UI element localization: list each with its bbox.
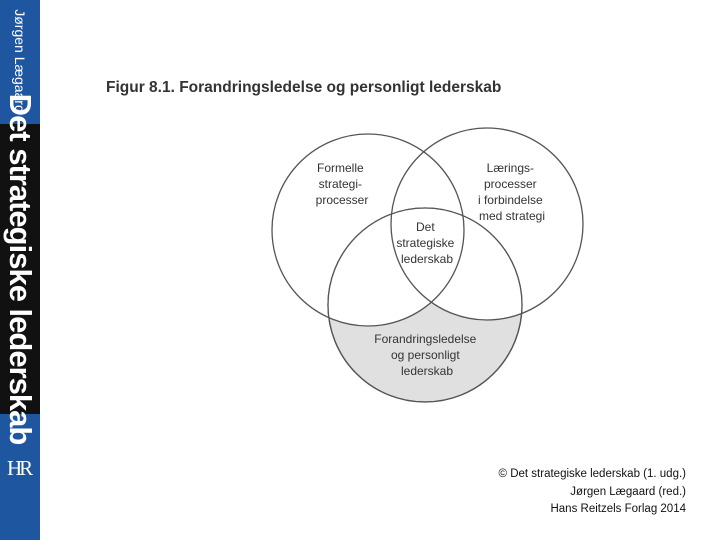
book-title: Det strategiske lederskab: [3, 93, 38, 445]
copyright-credit: [499, 466, 686, 519]
credit-line-1: © Det strategiske lederskab (1. udg.): [498, 468, 686, 480]
credit-line-2: Jørgen Lægaard (red.): [570, 485, 686, 498]
author-name: Jørgen Lægaard: [12, 9, 28, 113]
label-center: Det strategiske lederskab: [396, 220, 455, 266]
label-bottom: Forandringsledelse og personligt lederskab: [374, 332, 477, 378]
label-top-right: Lærings- processer i forbindelse med strategi: [477, 161, 546, 223]
credit-line-3: Hans Reitzels Forlag 2014: [550, 503, 686, 515]
label-top-left: Formelle strategi- processer: [315, 161, 369, 207]
publisher-logo: HR: [7, 456, 31, 480]
figure-title: Figur 8.1. Forandringsledelse og personligt lederskab: [106, 79, 502, 96]
